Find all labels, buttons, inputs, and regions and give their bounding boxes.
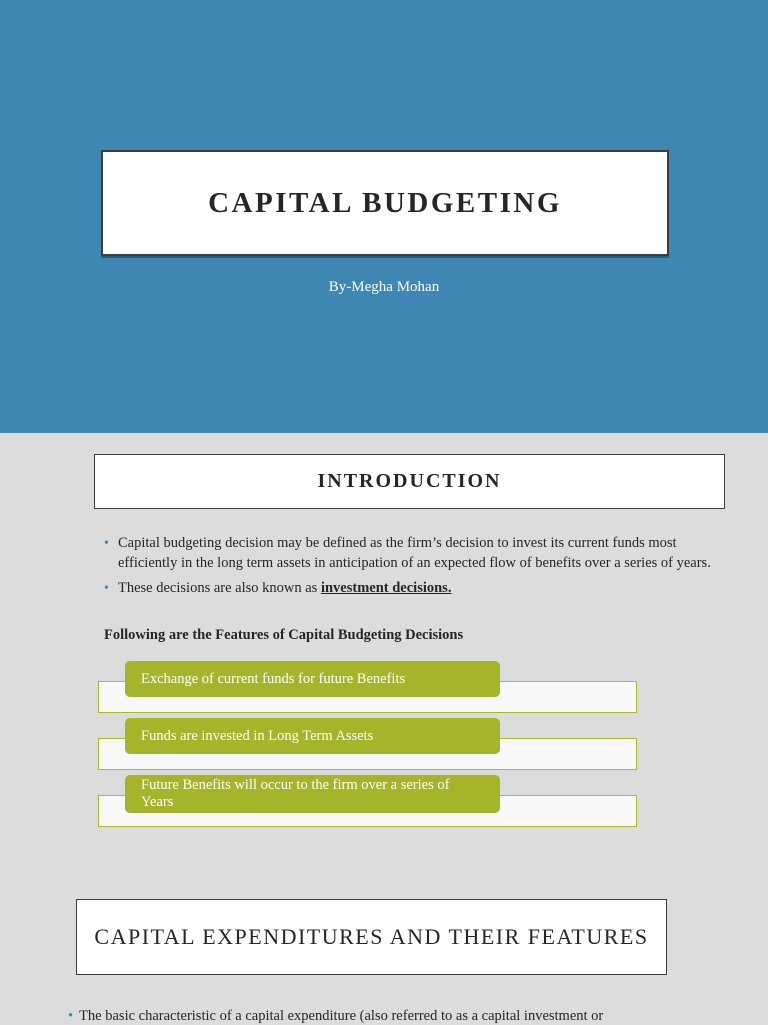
introduction-heading: INTRODUCTION: [317, 470, 502, 492]
bullet-item: [104, 579, 714, 599]
bullet-text: These decisions are also known as: [118, 580, 321, 596]
bullet-text: Capital budgeting decision may be defined as the firm’s decision to invest its current funds most efficiently in the long term assets in anticipation of an expected flow of benefits over a series of years.: [118, 535, 711, 571]
author-byline: By-Megha Mohan: [328, 279, 440, 295]
bullet-text: The basic characteristic of a capital expenditure (also referred to as a capital investment or: [79, 1008, 604, 1024]
title-slide: [0, 0, 768, 433]
feature-item: Future Benefits will occur to the firm over a series of Years: [125, 775, 500, 813]
feature-item: Exchange of current funds for future Benefits: [125, 661, 500, 697]
introduction-slide: [0, 433, 768, 1024]
feature-item: Funds are invested in Long Term Assets: [125, 718, 500, 754]
emphasis-text: investment decisions.: [320, 580, 452, 596]
introduction-heading-box: [94, 454, 725, 509]
features-heading: Following are the Features of Capital Budgeting Decisions: [104, 627, 464, 643]
capital-expenditures-heading: CAPITAL EXPENDITURES AND THEIR FEATURES: [94, 924, 649, 949]
capital-expenditures-heading-box: [76, 899, 667, 975]
presentation-title: CAPITAL BUDGETING: [208, 186, 562, 219]
bullet-dot-icon: •: [104, 581, 109, 596]
bullet-dot-icon: •: [104, 536, 109, 551]
title-box: [101, 150, 669, 256]
introduction-bullets: [104, 534, 714, 605]
bullet-dot-icon: •: [68, 1008, 74, 1024]
capital-expenditures-text: [68, 1008, 748, 1025]
bullet-item: [104, 534, 714, 573]
